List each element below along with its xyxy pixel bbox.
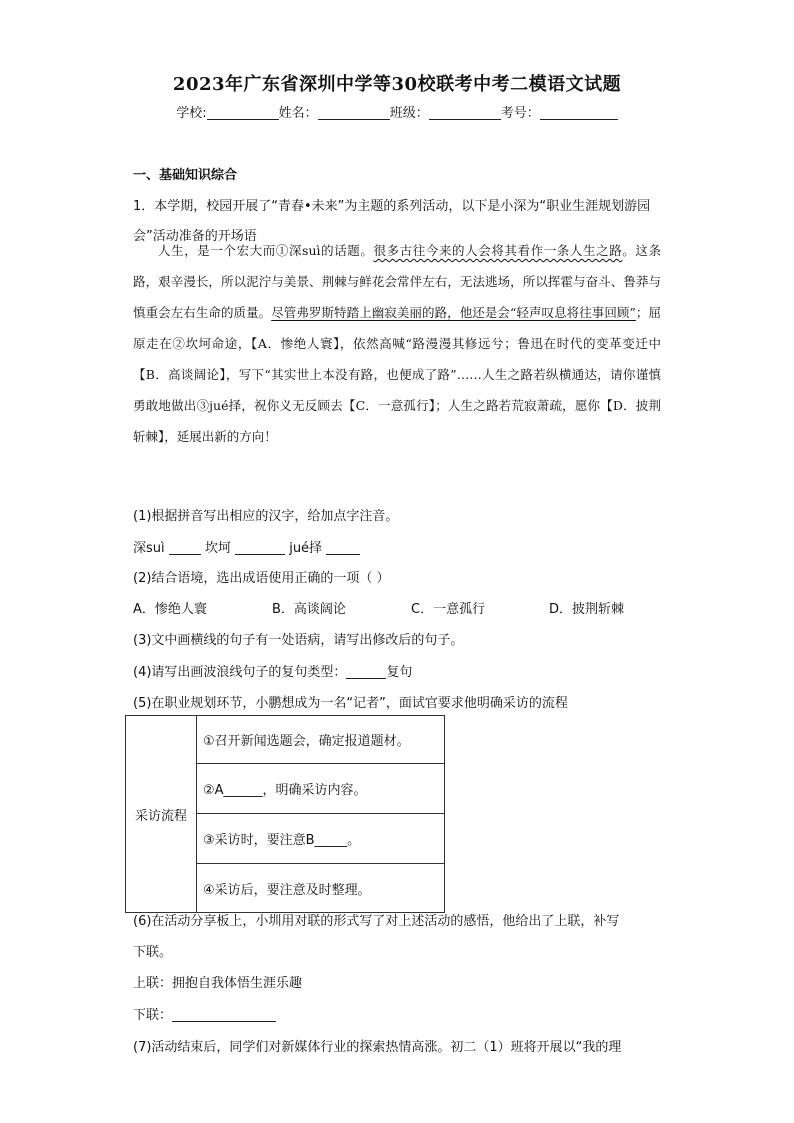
name-label: 姓名： (278, 106, 318, 121)
sub-question-2: (2)结合语境，选出成语使用正确的一项（ ） (133, 571, 390, 586)
answer-blank-1[interactable] (169, 540, 201, 555)
passage-sentence-1: 人生，是一个宏大而①深suì的话题。 (158, 243, 374, 258)
sub-question-7: (7)活动结束后，同学们对新媒体行业的探索热情高涨。初二（1）班将开展以“我的理 (133, 1040, 622, 1055)
exam-number-blank[interactable] (540, 105, 618, 120)
sub-question-4-suffix: 复句 (386, 665, 413, 680)
exam-number-label: 考号： (500, 106, 540, 121)
answer-item-1: 深suì (133, 541, 165, 556)
passage-underlined-sentence: 尽管弗罗斯特踏上幽寂美丽的路，他还是会“轻声叹息将往事回顾” (271, 305, 636, 320)
sub-question-6-line-2: 下联。 (133, 945, 173, 960)
sub-question-5: (5)在职业规划环节，小鹏想成为一名“记者”，面试官要求他明确采访的流程 (133, 696, 568, 711)
flow-step-1: ①召开新闻选题会，确定报道题材。 (197, 716, 445, 764)
school-label: 学校: (176, 106, 207, 121)
answer-item-3: jué择 (289, 541, 323, 556)
class-blank[interactable] (429, 105, 501, 120)
class-label: 班级： (389, 106, 429, 121)
option-d[interactable]: D．披荆斩棘 (549, 602, 625, 617)
interview-flow-table (125, 715, 445, 913)
lower-couplet-label: 下联： (133, 1008, 173, 1023)
name-blank[interactable] (318, 105, 390, 120)
passage-sentence-2: 。这条路，艰辛漫长，所以泥泞与美景、荆棘与鲜花会常伴左右，无法逃场，所以挥霍与奋斗、鲁莽与慎重会左右生命的质量。 (133, 243, 661, 320)
option-a[interactable]: A．惨绝人寰 (133, 602, 207, 617)
student-info-line (0, 102, 794, 121)
passage-sentence-3: ；屈原走在②坎坷命途，【A．惨绝人寰】，依然高喊“路漫漫其修远兮；鲁迅在时代的变革变迁中【B．高谈阔论】，写下“其实世上本没有路，也便成了路”……人生之路若纵横通达，请你谨慎勇敢地做出③jué择，祝你义无反顾去【C．一意孤行】；人生之路若荒寂萧疏，愿你【D．披荆斩棘】，延展出新的方向！ (133, 305, 661, 444)
flow-label: 采访流程 (126, 716, 197, 913)
answer-item-2: 坎坷 (204, 541, 231, 556)
upper-couplet: 上联：拥抱自我体悟生涯乐趣 (133, 976, 303, 991)
lower-couplet-blank[interactable] (172, 1007, 276, 1022)
page-title: 2023年广东省深圳中学等30校联考中考二模语文试题 (172, 74, 622, 95)
question-1-intro: 1．本学期，校园开展了“青春•未来”为主题的系列活动，以下是小深为“职业生涯规划游园会”活动准备的开场语 (133, 199, 651, 244)
option-b[interactable]: B．高谈阔论 (272, 602, 346, 617)
sub-question-4-prefix: (4)请写出画波浪线句子的复句类型： (133, 665, 347, 680)
answer-blank-3[interactable] (326, 540, 360, 555)
passage-wavy-sentence: 很多古往今来的人会将其看作一条人生之路 (373, 243, 623, 258)
flow-step-3: ③采访时，要注意B_____。 (197, 814, 445, 864)
sub-question-1: (1)根据拼音写出相应的汉字，给加点字注音。 (133, 509, 399, 524)
school-blank[interactable] (207, 105, 279, 120)
sub-question-4 (133, 661, 412, 680)
sub-question-1-answers (133, 537, 360, 556)
flow-step-2: ②A______，明确采访内容。 (197, 764, 445, 814)
sub-question-6-line-1: (6)在活动分享板上，小圳用对联的形式写了对上述活动的感悟，他给出了上联，补写 (133, 914, 620, 929)
sub-question-3: (3)文中画横线的句子有一处语病，请写出修改后的句子。 (133, 633, 464, 648)
section-title: 一、基础知识综合 (133, 168, 238, 183)
answer-blank-2[interactable] (235, 540, 285, 555)
option-c[interactable]: C．一意孤行 (411, 602, 486, 617)
reading-passage (133, 235, 661, 452)
lower-couplet (133, 1004, 276, 1023)
flow-step-4: ④采访后，要注意及时整理。 (197, 864, 445, 913)
sub-question-4-blank[interactable] (346, 664, 386, 679)
